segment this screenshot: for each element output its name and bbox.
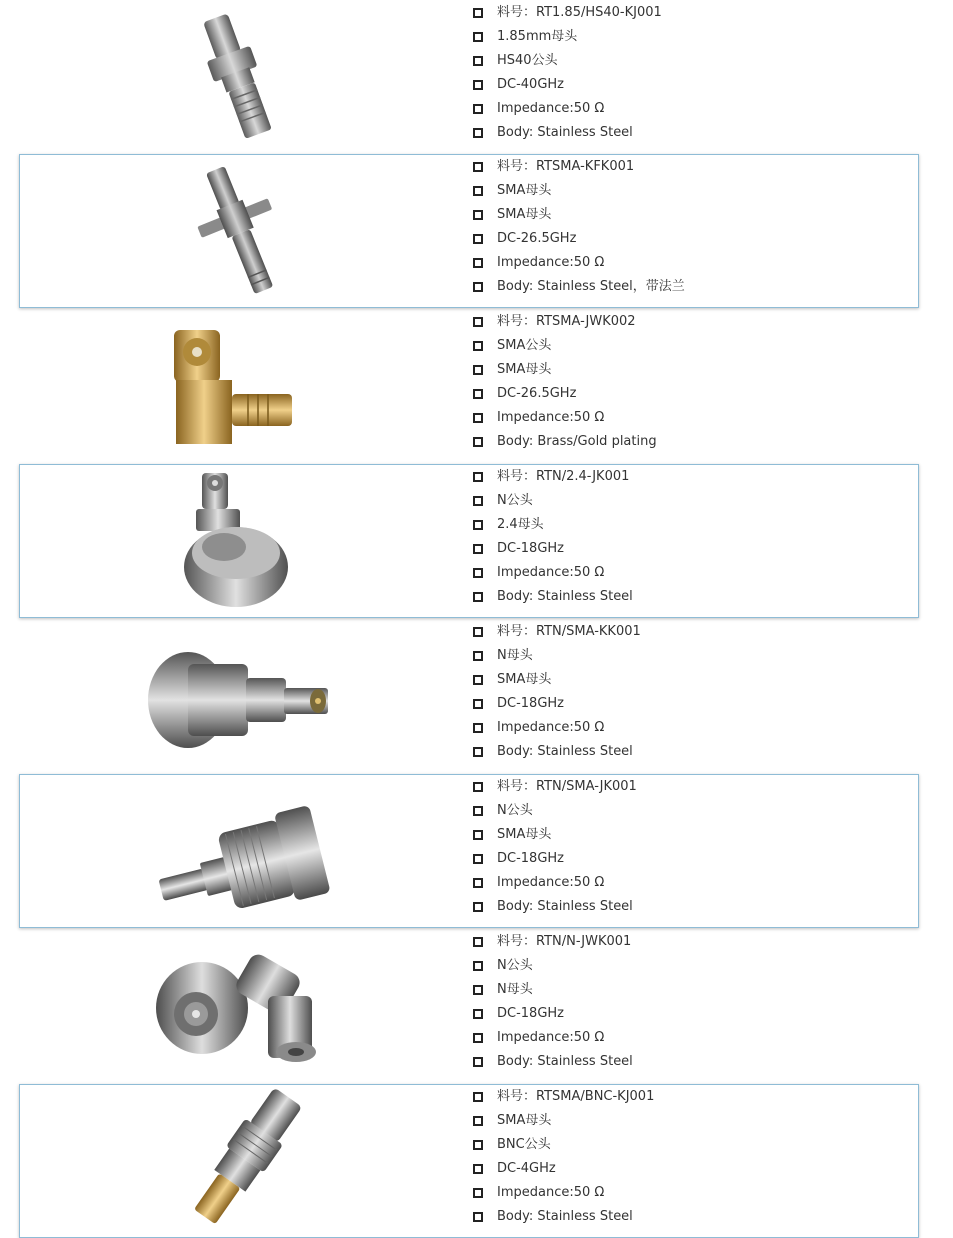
product-image — [140, 622, 340, 770]
spec-list — [473, 465, 633, 609]
spec-connector-b: HS40公头 — [473, 49, 662, 73]
spec-connector-a: SMA母头 — [473, 179, 685, 203]
rf-connector-icon — [140, 932, 340, 1080]
spec-part-number: 料号：RT1.85/HS40-KJ001 — [473, 1, 662, 25]
bullet-icon — [473, 675, 483, 685]
bullet-icon — [473, 104, 483, 114]
product-image — [140, 777, 340, 925]
spec-connector-a: SMA母头 — [473, 1109, 654, 1133]
bullet-icon — [473, 186, 483, 196]
spec-body: Body: Brass/Gold plating — [473, 430, 657, 454]
spec-list — [473, 1, 662, 145]
spec-impedance: Impedance:50 Ω — [473, 251, 685, 275]
bullet-icon — [473, 162, 483, 172]
spec-frequency: DC-26.5GHz — [473, 227, 685, 251]
product-row — [19, 154, 919, 308]
bullet-icon — [473, 544, 483, 554]
bullet-icon — [473, 627, 483, 637]
product-row — [19, 619, 919, 773]
spec-connector-b: SMA母头 — [473, 823, 637, 847]
product-image — [140, 932, 340, 1080]
rf-connector-icon — [140, 157, 340, 305]
product-row — [19, 309, 919, 463]
bullet-icon — [473, 282, 483, 292]
spec-list — [473, 310, 657, 454]
spec-frequency: DC-26.5GHz — [473, 382, 657, 406]
product-row — [19, 929, 919, 1083]
bullet-icon — [473, 317, 483, 327]
product-image — [140, 1087, 340, 1235]
spec-connector-b: N母头 — [473, 978, 633, 1002]
spec-body: Body: Stainless Steel — [473, 121, 662, 145]
product-image — [140, 157, 340, 305]
spec-body: Body: Stainless Steel — [473, 585, 633, 609]
spec-connector-a: 1.85mm母头 — [473, 25, 662, 49]
spec-impedance: Impedance:50 Ω — [473, 1026, 633, 1050]
spec-frequency: DC-18GHz — [473, 692, 641, 716]
bullet-icon — [473, 210, 483, 220]
product-row — [19, 1084, 919, 1238]
bullet-icon — [473, 1188, 483, 1198]
bullet-icon — [473, 389, 483, 399]
rf-connector-icon — [140, 1087, 340, 1235]
bullet-icon — [473, 985, 483, 995]
spec-impedance: Impedance:50 Ω — [473, 561, 633, 585]
bullet-icon — [473, 592, 483, 602]
spec-part-number: 料号：RTN/SMA-KK001 — [473, 620, 641, 644]
spec-part-number: 料号：RTSMA/BNC-KJ001 — [473, 1085, 654, 1109]
spec-body: Body: Stainless Steel — [473, 1205, 654, 1229]
spec-part-number: 料号：RTSMA-KFK001 — [473, 155, 685, 179]
bullet-icon — [473, 1009, 483, 1019]
bullet-icon — [473, 1164, 483, 1174]
spec-frequency: DC-18GHz — [473, 537, 633, 561]
spec-frequency: DC-18GHz — [473, 847, 637, 871]
spec-frequency: DC-4GHz — [473, 1157, 654, 1181]
bullet-icon — [473, 1057, 483, 1067]
spec-connector-b: 2.4母头 — [473, 513, 633, 537]
bullet-icon — [473, 32, 483, 42]
bullet-icon — [473, 234, 483, 244]
bullet-icon — [473, 56, 483, 66]
bullet-icon — [473, 806, 483, 816]
spec-list — [473, 155, 685, 299]
bullet-icon — [473, 8, 483, 18]
spec-connector-a: N公头 — [473, 799, 637, 823]
product-row — [19, 774, 919, 928]
spec-connector-a: SMA公头 — [473, 334, 657, 358]
bullet-icon — [473, 128, 483, 138]
spec-connector-b: SMA母头 — [473, 358, 657, 382]
rf-connector-icon — [140, 622, 340, 770]
bullet-icon — [473, 1140, 483, 1150]
spec-list — [473, 775, 637, 919]
product-row — [19, 464, 919, 618]
rf-connector-icon — [140, 3, 340, 151]
bullet-icon — [473, 1116, 483, 1126]
bullet-icon — [473, 878, 483, 888]
spec-part-number: 料号：RTN/N-JWK001 — [473, 930, 633, 954]
bullet-icon — [473, 782, 483, 792]
bullet-icon — [473, 1092, 483, 1102]
bullet-icon — [473, 341, 483, 351]
spec-connector-b: SMA母头 — [473, 668, 641, 692]
rf-connector-icon — [140, 467, 340, 615]
bullet-icon — [473, 258, 483, 268]
spec-connector-b: SMA母头 — [473, 203, 685, 227]
bullet-icon — [473, 699, 483, 709]
bullet-icon — [473, 437, 483, 447]
bullet-icon — [473, 747, 483, 757]
spec-frequency: DC-40GHz — [473, 73, 662, 97]
rf-connector-icon — [140, 312, 340, 460]
spec-part-number: 料号：RTN/SMA-JK001 — [473, 775, 637, 799]
bullet-icon — [473, 472, 483, 482]
spec-body: Body: Stainless Steel，带法兰 — [473, 275, 685, 299]
bullet-icon — [473, 496, 483, 506]
spec-connector-a: N公头 — [473, 489, 633, 513]
spec-list — [473, 620, 641, 764]
spec-body: Body: Stainless Steel — [473, 1050, 633, 1074]
spec-list — [473, 1085, 654, 1229]
product-image — [140, 467, 340, 615]
spec-part-number: 料号：RTSMA-JWK002 — [473, 310, 657, 334]
spec-impedance: Impedance:50 Ω — [473, 871, 637, 895]
bullet-icon — [473, 854, 483, 864]
bullet-icon — [473, 568, 483, 578]
bullet-icon — [473, 961, 483, 971]
product-row — [19, 0, 919, 154]
bullet-icon — [473, 365, 483, 375]
spec-impedance: Impedance:50 Ω — [473, 1181, 654, 1205]
rf-connector-icon — [140, 777, 340, 925]
bullet-icon — [473, 937, 483, 947]
bullet-icon — [473, 1212, 483, 1222]
spec-body: Body: Stainless Steel — [473, 895, 637, 919]
product-image — [140, 312, 340, 460]
spec-impedance: Impedance:50 Ω — [473, 97, 662, 121]
bullet-icon — [473, 651, 483, 661]
bullet-icon — [473, 830, 483, 840]
bullet-icon — [473, 520, 483, 530]
spec-list — [473, 930, 633, 1074]
bullet-icon — [473, 1033, 483, 1043]
spec-connector-a: N公头 — [473, 954, 633, 978]
bullet-icon — [473, 413, 483, 423]
spec-impedance: Impedance:50 Ω — [473, 406, 657, 430]
spec-frequency: DC-18GHz — [473, 1002, 633, 1026]
bullet-icon — [473, 723, 483, 733]
spec-connector-b: BNC公头 — [473, 1133, 654, 1157]
bullet-icon — [473, 80, 483, 90]
spec-connector-a: N母头 — [473, 644, 641, 668]
bullet-icon — [473, 902, 483, 912]
spec-body: Body: Stainless Steel — [473, 740, 641, 764]
spec-impedance: Impedance:50 Ω — [473, 716, 641, 740]
spec-part-number: 料号：RTN/2.4-JK001 — [473, 465, 633, 489]
product-image — [140, 3, 340, 151]
